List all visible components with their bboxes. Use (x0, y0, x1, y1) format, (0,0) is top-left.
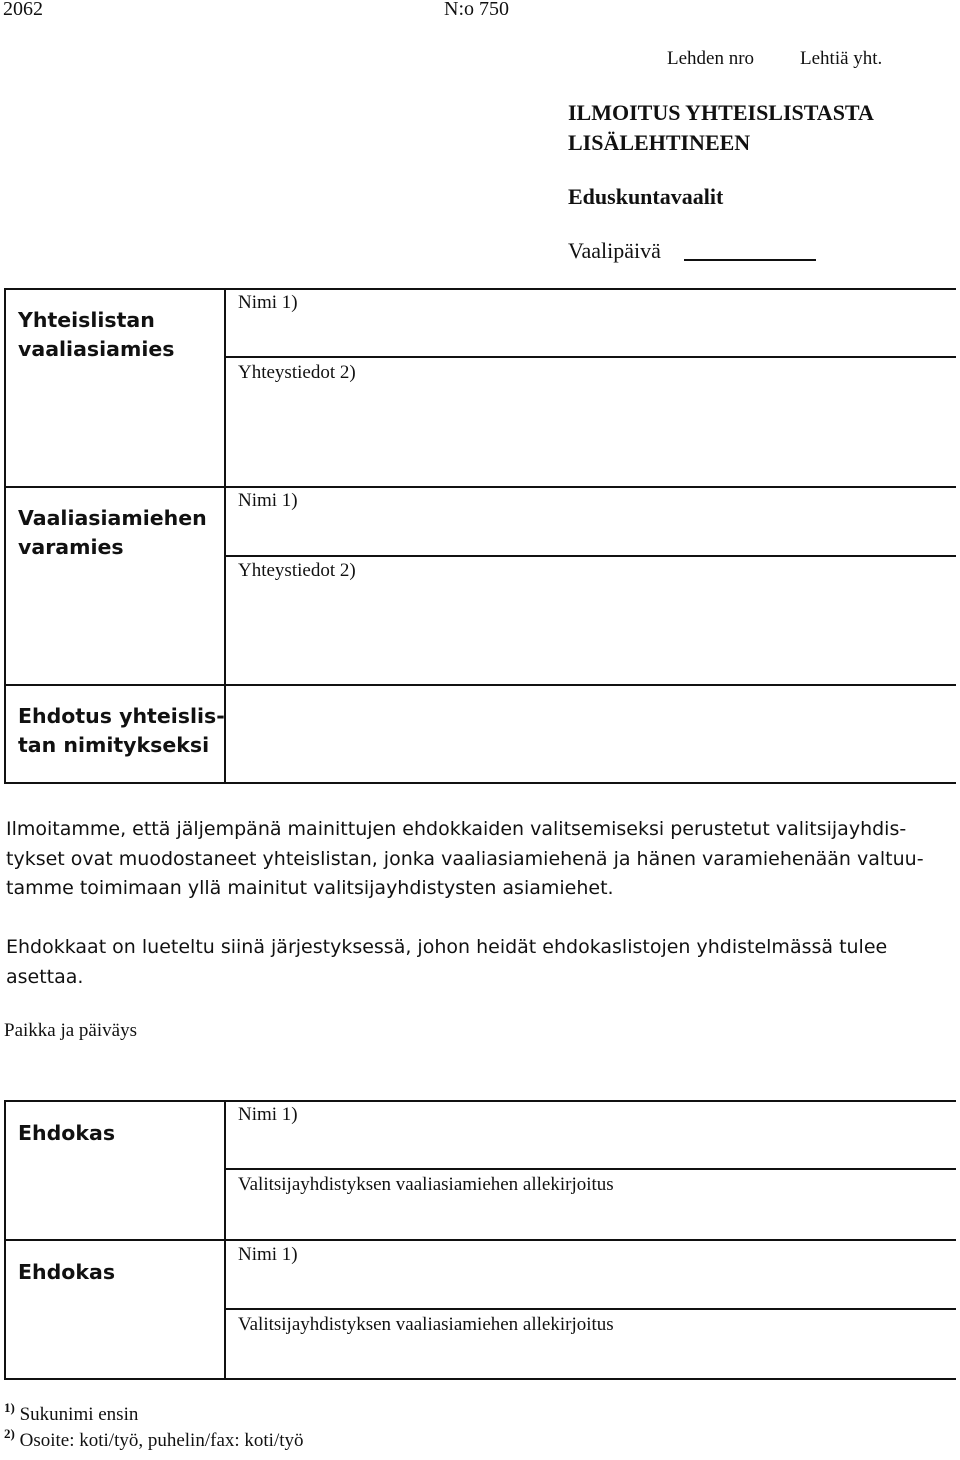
list-agent-label: Yhteislistan vaaliasiamies (18, 308, 175, 361)
sheets-total-label: Lehtiä yht. (800, 48, 883, 69)
order-line: Ehdokkaat on lueteltu siinä järjestyksessä, johon heidät ehdokaslistojen yhdistelmässä tulee (6, 936, 888, 958)
footnote (4, 1426, 304, 1452)
candidate-name-line (224, 1308, 956, 1310)
election-type: Eduskuntavaalit (568, 184, 724, 209)
candidate-name-line (224, 1168, 956, 1170)
election-date-label: Vaalipäivä (568, 238, 661, 263)
list-name-input[interactable] (226, 686, 954, 782)
table-border-top (4, 288, 956, 290)
footnote-text: Osoite: koti/työ, puhelin/fax: koti/työ (19, 1430, 304, 1451)
table-border-left (4, 288, 6, 784)
footnote-text: Sukunimi ensin (19, 1404, 139, 1425)
list-agent-name-field[interactable]: Nimi 1) (238, 292, 298, 313)
deputy-agent-name-field[interactable]: Nimi 1) (238, 490, 298, 511)
declaration-line: tykset ovat muodostaneet yhteislistan, jonka vaaliasiamiehenä ja hänen varamiehenään valtuu- (6, 847, 924, 870)
candidate-label: Ehdokas (18, 1260, 116, 1284)
declaration-line: Ilmoitamme, että jäljempänä mainittujen ehdokkaiden valitsemiseksi perustetut valitsijayhdis- (6, 818, 907, 840)
table-border-bottom (4, 782, 956, 784)
section-divider (4, 1239, 956, 1241)
list-agent-contact-field[interactable]: Yhteystiedot 2) (238, 362, 356, 383)
declaration-line: tamme toimimaan yllä mainitut valitsijayhdistysten asiamiehet. (6, 877, 614, 899)
candidate-name-field[interactable]: Nimi 1) (238, 1104, 298, 1125)
form-title-line1: ILMOITUS YHTEISLISTASTA (568, 100, 874, 125)
list-agent-name-line (224, 356, 956, 358)
table-border-top (4, 1100, 956, 1102)
candidate-name-field[interactable]: Nimi 1) (238, 1244, 298, 1265)
section-divider (4, 486, 956, 488)
candidate-signature-field[interactable]: Valitsijayhdistyksen vaaliasiamiehen allekirjoitus (238, 1174, 614, 1195)
deputy-agent-contact-field[interactable]: Yhteystiedot 2) (238, 560, 356, 581)
declaration-paragraph (6, 815, 952, 904)
footnote-mark: 2) (4, 1426, 15, 1441)
issue-number: N:o 750 (444, 0, 509, 20)
sheet-number-label: Lehden nro (667, 48, 755, 69)
deputy-name-line (224, 555, 956, 557)
place-date-field[interactable]: Paikka ja päiväys (4, 1020, 137, 1041)
order-paragraph (6, 933, 952, 992)
footnote (4, 1400, 139, 1426)
footnote-mark: 1) (4, 1400, 15, 1415)
candidate-signature-field[interactable]: Valitsijayhdistyksen vaaliasiamiehen allekirjoitus (238, 1314, 614, 1335)
candidate-label: Ehdokas (18, 1121, 116, 1145)
order-line: asettaa. (6, 965, 84, 988)
page-number: 2062 (3, 0, 43, 20)
election-date-field[interactable] (684, 259, 816, 261)
form-title-line2: LISÄLEHTINEEN (568, 130, 751, 155)
deputy-agent-label: Vaaliasiamiehen varamies (18, 506, 207, 559)
table-border-bottom (4, 1378, 956, 1380)
list-name-label: Ehdotus yhteislis- tan nimitykseksi (18, 704, 225, 757)
